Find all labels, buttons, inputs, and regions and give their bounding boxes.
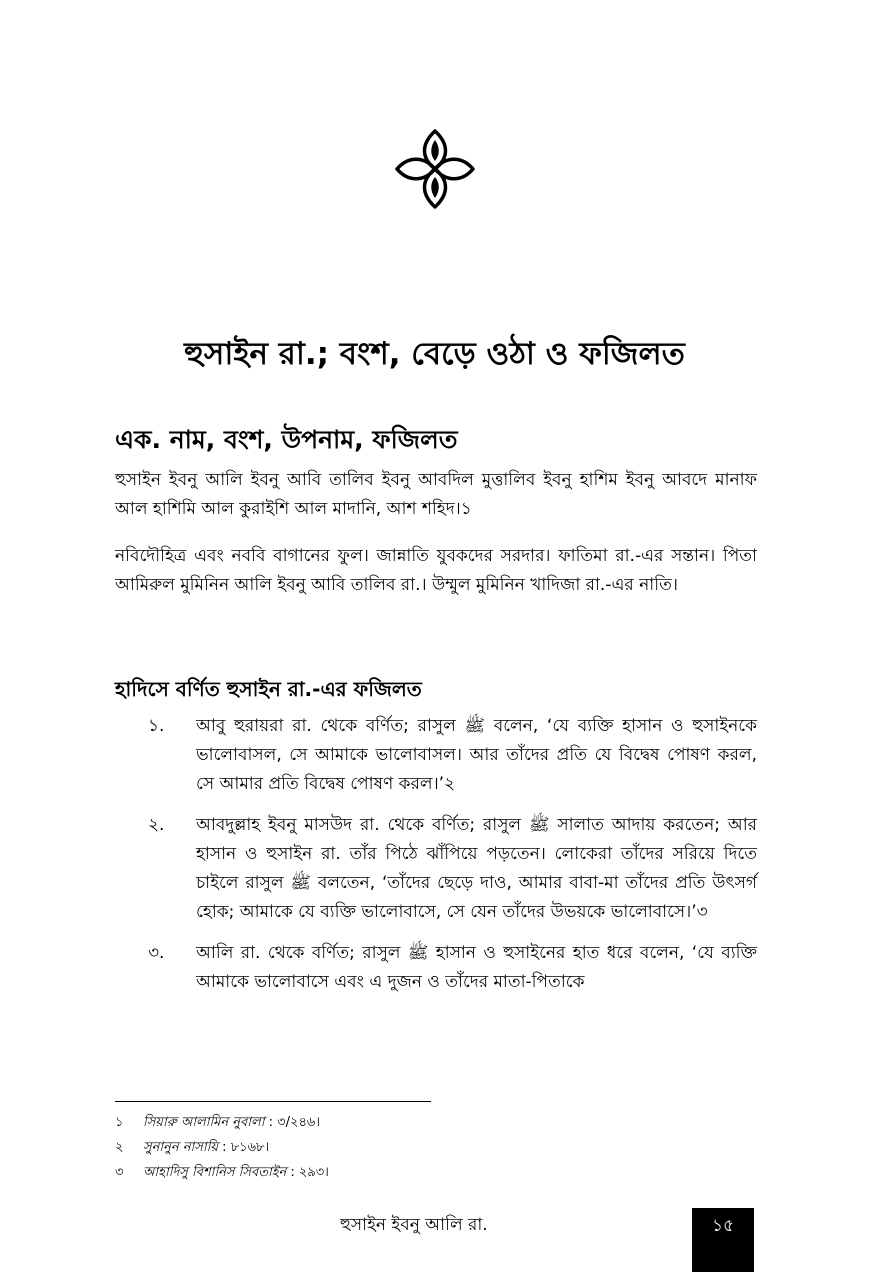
footnote xyxy=(115,1160,329,1185)
footnote-source: সিয়ারু আলামিন নুবালা xyxy=(143,1115,265,1130)
running-footer-title: হুসাইন ইবনু আলি রা. xyxy=(340,1215,488,1235)
footnotes xyxy=(115,1110,329,1185)
hadith-text: আবু হুরায়রা রা. থেকে বর্ণিত; রাসুল ﷺ বলেন, ‘যে ব্যক্তি হাসান ও হুসাইনকে ভালোবাসল, সে আমাকে ভালোবাসল। আর তাঁদের প্রতি যে বিদ্বেষ পোষণ করল, সে আমার প্রতি বিদ্বেষ পোষণ করল।’২ xyxy=(196,716,757,794)
hadith-item xyxy=(148,811,757,927)
hadith-list xyxy=(148,712,757,1009)
hadith-text: আবদুল্লাহ ইবনু মাসউদ রা. থেকে বর্ণিত; রাসুল ﷺ সালাত আদায় করতেন; আর হাসান ও হুসাইন রা. তাঁর পিঠে ঝাঁপিয়ে পড়তেন। লোকেরা তাঁদের সরিয়ে দিতে চাইলে রাসুল ﷺ বলতেন, ‘তাঁদের ছেড়ে দাও, আমার বাবা-মা তাঁদের প্রতি উৎসর্গ হোক; আমাকে যে ব্যক্তি ভালোবাসে, সে যেন তাঁদের উভয়কে ভালোবাসে।’৩ xyxy=(196,815,758,922)
page-number-badge xyxy=(692,1208,754,1272)
footnote-reference: : ৮১৬৮। xyxy=(218,1140,270,1155)
footnote-source: সুনানুন নাসায়ি xyxy=(143,1140,219,1155)
page-number: ১৫ xyxy=(711,1216,735,1236)
footnote-reference: : ৩/২৪৬। xyxy=(264,1115,320,1130)
footnote-reference: : ২৯৩। xyxy=(286,1165,329,1180)
footnote xyxy=(115,1135,329,1160)
hadith-number: ৩. xyxy=(148,943,165,963)
footnote-number: ২ xyxy=(115,1140,124,1155)
footnote-number: ১ xyxy=(115,1115,124,1130)
hadith-section-heading: হাদিসে বর্ণিত হুসাইন রা.-এর ফজিলত xyxy=(115,677,422,701)
footnote xyxy=(115,1110,329,1135)
hadith-number: ১. xyxy=(148,716,165,736)
hadith-number: ২. xyxy=(148,815,165,835)
hadith-text: আলি রা. থেকে বর্ণিত; রাসুল ﷺ হাসান ও হুসাইনের হাত ধরে বলেন, ‘যে ব্যক্তি আমাকে ভালোবাসে এবং এ দুজন ও তাঁদের মাতা-পিতাকে xyxy=(196,943,757,992)
four-petal-flower-icon xyxy=(394,126,476,212)
footnote-number: ৩ xyxy=(115,1165,124,1180)
paragraph-virtues: নবিদৌহিত্র এবং নববি বাগানের ফুল। জান্নাতি যুবকদের সরদার। ফাতিমা রা.-এর সন্তান। পিতা আমিরুল মুমিনিন আলি ইবনু আবি তালিব রা.। উম্মুল মুমিনিন খাদিজা রা.-এর নাতি। xyxy=(115,546,757,595)
paragraph-lineage: হুসাইন ইবনু আলি ইবনু আবি তালিব ইবনু আবদিল মুত্তালিব ইবনু হাশিম ইবনু আবদে মানাফ আল হাশিমি আল কুরাইশি আল মাদানি, আশ শহিদ।১ xyxy=(115,470,757,519)
footnote-source: আহাদিসু বিশানিস সিবতাইন xyxy=(143,1165,287,1180)
hadith-item xyxy=(148,939,757,997)
section-heading: এক. নাম, বংশ, উপনাম, ফজিলত xyxy=(115,425,458,454)
chapter-title: হুসাইন রা.; বংশ, বেড়ে ওঠা ও ফজিলত xyxy=(184,336,685,372)
hadith-item xyxy=(148,712,757,799)
footnote-divider xyxy=(115,1101,431,1102)
